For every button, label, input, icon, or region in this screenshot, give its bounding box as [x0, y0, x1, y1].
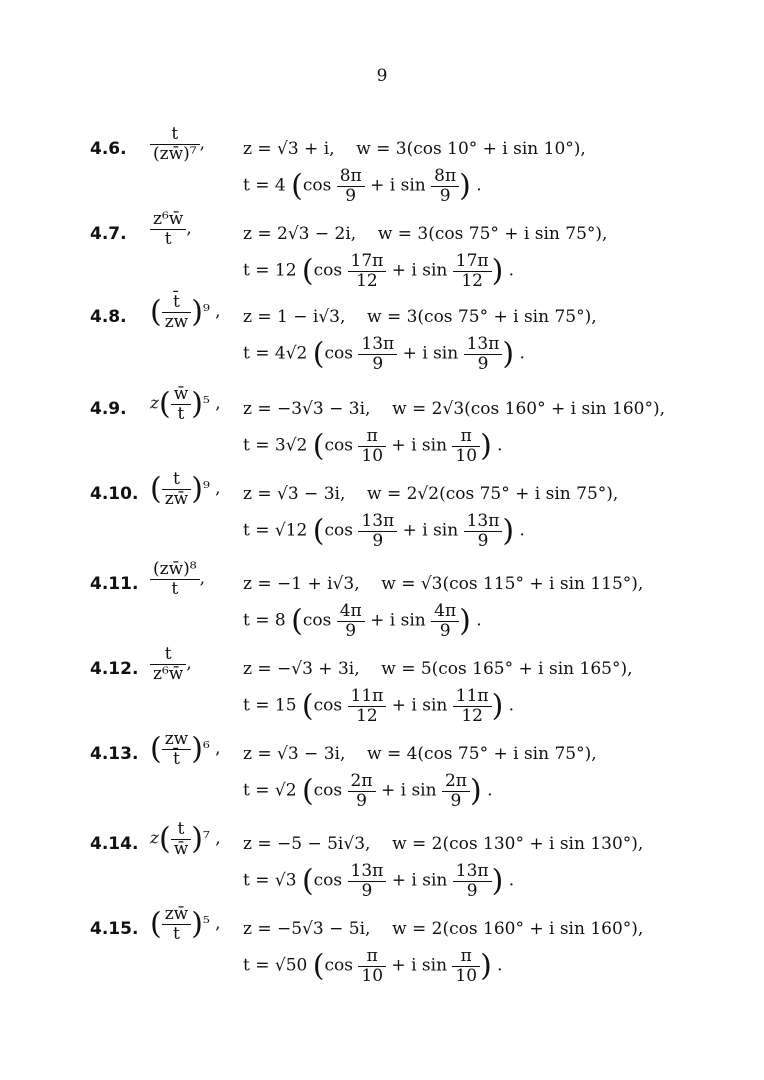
- t-left-paren: (: [301, 253, 314, 289]
- problem-number: 4.8.: [90, 307, 127, 327]
- t-value: [243, 687, 514, 725]
- problem-item: [0, 560, 764, 650]
- t-prefix: t = 8: [243, 610, 292, 631]
- t-prefix: t = 4: [243, 175, 292, 196]
- spacer: [360, 574, 382, 594]
- t-right-paren: ): [491, 863, 504, 899]
- problem-item: [0, 210, 764, 300]
- sin-label: + i sin: [397, 520, 464, 541]
- cos-label: cos: [324, 343, 359, 364]
- sin-fraction-numerator: 13π: [453, 862, 492, 882]
- spacer: [370, 834, 392, 854]
- sin-label: + i sin: [386, 260, 453, 281]
- sin-fraction: [464, 512, 503, 550]
- w-value: w = 3(cos 75° + i sin 75°),: [367, 307, 597, 327]
- expression-tail: ,: [199, 568, 205, 589]
- cos-fraction: [358, 335, 397, 373]
- sin-fraction-numerator: 13π: [464, 512, 503, 532]
- expression-fraction-denominator: t: [173, 923, 180, 944]
- sin-fraction-denominator: 10: [455, 965, 478, 986]
- problem-number: 4.13.: [90, 744, 139, 764]
- t-value: [243, 862, 514, 900]
- expression-tail: ,: [186, 653, 192, 674]
- zw-values: [243, 919, 643, 939]
- problem-expression: [150, 293, 221, 331]
- sin-label: + i sin: [364, 610, 432, 631]
- sin-fraction: [442, 772, 470, 810]
- sin-fraction-numerator: 2π: [442, 772, 470, 792]
- expression-tail: ⁵ ,: [202, 913, 221, 934]
- sin-label: + i sin: [386, 955, 453, 976]
- sin-fraction: [453, 862, 492, 900]
- t-left-paren: (: [301, 688, 314, 724]
- zw-values: [243, 834, 643, 854]
- expression-fraction: [150, 210, 186, 248]
- t-left-paren: (: [312, 948, 325, 984]
- expression-tail: ,: [199, 133, 205, 154]
- expression-tail: ⁹ ,: [202, 478, 221, 499]
- sin-fraction-denominator: 9: [466, 880, 478, 901]
- expression-fraction-denominator: w̄: [173, 838, 189, 859]
- left-paren: (: [158, 821, 171, 857]
- expression-tail: ⁵ ,: [202, 393, 221, 414]
- cos-label: cos: [313, 260, 348, 281]
- left-paren: (: [150, 294, 162, 330]
- cos-label: cos: [324, 435, 359, 456]
- expression-fraction: [162, 905, 192, 943]
- sin-fraction: [453, 252, 492, 290]
- sin-fraction-denominator: 9: [477, 353, 489, 374]
- w-value: w = 3(cos 75° + i sin 75°),: [377, 224, 608, 244]
- expression-fraction: [171, 385, 192, 423]
- sin-fraction-denominator: 9: [450, 790, 462, 811]
- t-value: [243, 512, 525, 550]
- problem-expression: [150, 385, 221, 423]
- expression-tail: ⁹ ,: [202, 301, 221, 322]
- problem-item: [0, 125, 764, 215]
- t-value: [243, 602, 482, 640]
- sin-fraction-denominator: 9: [439, 620, 451, 641]
- expression-tail: ⁶ ,: [202, 738, 221, 759]
- cos-fraction-numerator: 13π: [358, 335, 397, 355]
- sin-fraction-numerator: 4π: [431, 602, 459, 622]
- t-right-paren: ): [480, 948, 492, 984]
- t-left-paren: (: [312, 428, 325, 464]
- w-value: w = 2√3(cos 160° + i sin 160°),: [392, 399, 665, 419]
- cos-fraction-denominator: 9: [345, 620, 357, 641]
- sin-fraction-denominator: 12: [461, 705, 483, 726]
- right-paren: ): [191, 471, 203, 507]
- w-value: w = 5(cos 165° + i sin 165°),: [381, 659, 633, 679]
- problem-expression: [150, 210, 192, 248]
- cos-fraction: [358, 947, 386, 985]
- cos-label: cos: [313, 695, 348, 716]
- left-paren: (: [150, 471, 162, 507]
- t-right-paren: ): [502, 513, 515, 549]
- expression-fraction-numerator: t: [150, 125, 200, 145]
- spacer: [370, 399, 392, 419]
- problem-number: 4.14.: [90, 834, 139, 854]
- t-end: .: [503, 260, 515, 281]
- sin-fraction-denominator: 9: [477, 530, 489, 551]
- zw-values: [243, 744, 597, 764]
- expression-fraction-numerator: z⁶w̄: [150, 210, 186, 230]
- problem-item: [0, 470, 764, 560]
- zw-values: [243, 484, 618, 504]
- cos-label: cos: [313, 870, 348, 891]
- expression-fraction-numerator: zw: [162, 730, 192, 750]
- w-value: w = 2(cos 160° + i sin 160°),: [392, 919, 644, 939]
- cos-fraction-numerator: π: [358, 947, 386, 967]
- sin-fraction-numerator: 13π: [464, 335, 503, 355]
- problem-number: 4.12.: [90, 659, 139, 679]
- sin-fraction-numerator: 11π: [453, 687, 492, 707]
- cos-fraction-denominator: 12: [356, 270, 378, 291]
- t-left-paren: (: [312, 336, 325, 372]
- t-prefix: t = √2: [243, 780, 302, 801]
- expression-fraction-numerator: w̄: [171, 385, 192, 405]
- t-end: .: [503, 695, 515, 716]
- expression-fraction-numerator: t: [171, 820, 192, 840]
- t-prefix: t = 3√2: [243, 435, 313, 456]
- problem-item: [0, 820, 764, 910]
- sin-fraction: [431, 602, 459, 640]
- z-value: z = √3 − 3i,: [243, 744, 346, 764]
- z-value: z = −1 + i√3,: [243, 574, 360, 594]
- sin-fraction: [431, 167, 459, 205]
- expression-fraction: [162, 730, 192, 768]
- t-end: .: [470, 610, 482, 631]
- w-value: w = 3(cos 10° + i sin 10°),: [356, 139, 586, 159]
- cos-fraction: [358, 427, 386, 465]
- t-prefix: t = 15: [243, 695, 302, 716]
- cos-fraction-denominator: 10: [361, 445, 384, 466]
- problem-expression: [150, 820, 221, 858]
- cos-fraction-denominator: 9: [356, 790, 367, 811]
- sin-fraction-numerator: π: [452, 427, 480, 447]
- expression-fraction-denominator: zw̄: [164, 488, 189, 509]
- left-paren: (: [158, 386, 171, 422]
- cos-fraction-denominator: 12: [356, 705, 378, 726]
- t-value: [243, 772, 492, 810]
- expression-fraction-denominator: t̄: [173, 748, 180, 769]
- z-value: z = −√3 + 3i,: [243, 659, 360, 679]
- expression-prefix: z: [150, 393, 159, 414]
- sin-fraction: [453, 687, 492, 725]
- cos-fraction-numerator: 17π: [348, 252, 387, 272]
- t-end: .: [481, 780, 493, 801]
- t-right-paren: ): [459, 603, 471, 639]
- cos-fraction-denominator: 9: [372, 353, 384, 374]
- t-end: .: [514, 343, 525, 364]
- sin-fraction-denominator: 10: [455, 445, 478, 466]
- problem-expression: [150, 905, 221, 943]
- t-left-paren: (: [291, 168, 303, 204]
- problem-item: [0, 385, 764, 475]
- t-left-paren: (: [301, 863, 314, 899]
- problem-number: 4.6.: [90, 139, 127, 159]
- sin-fraction: [452, 427, 480, 465]
- page-number: 9: [376, 66, 388, 86]
- right-paren: ): [191, 731, 203, 767]
- spacer: [356, 224, 378, 244]
- t-right-paren: ): [480, 428, 492, 464]
- cos-fraction: [348, 772, 376, 810]
- z-value: z = −5 − 5i√3,: [243, 834, 371, 854]
- t-end: .: [470, 175, 482, 196]
- problem-item: [0, 293, 764, 383]
- problem-number: 4.11.: [90, 574, 139, 594]
- cos-label: cos: [302, 610, 337, 631]
- expression-fraction-numerator: t: [162, 470, 192, 490]
- problem-expression: [150, 645, 192, 683]
- z-value: z = √3 − 3i,: [243, 484, 346, 504]
- cos-label: cos: [302, 175, 337, 196]
- sin-fraction-numerator: π: [452, 947, 480, 967]
- sin-label: + i sin: [386, 695, 453, 716]
- t-right-paren: ): [491, 688, 504, 724]
- cos-fraction-numerator: 11π: [348, 687, 387, 707]
- sin-label: + i sin: [386, 435, 453, 456]
- expression-fraction-numerator: (zw̄)⁸: [150, 560, 200, 580]
- cos-fraction-numerator: 2π: [348, 772, 376, 792]
- expression-fraction: [150, 125, 200, 163]
- zw-values: [243, 399, 665, 419]
- zw-values: [243, 307, 597, 327]
- expression-fraction-denominator: z⁶w̄: [153, 663, 184, 684]
- cos-fraction-denominator: 9: [372, 530, 384, 551]
- cos-fraction: [348, 252, 387, 290]
- problem-number: 4.15.: [90, 919, 139, 939]
- t-end: .: [514, 520, 525, 541]
- cos-fraction-numerator: 8π: [337, 167, 365, 187]
- problem-expression: [150, 730, 221, 768]
- cos-fraction-denominator: 10: [361, 965, 384, 986]
- expression-fraction-numerator: t̄: [162, 293, 192, 313]
- w-value: w = 2(cos 130° + i sin 130°),: [392, 834, 644, 854]
- expression-fraction-denominator: t: [177, 403, 185, 424]
- zw-values: [243, 224, 607, 244]
- t-end: .: [491, 955, 503, 976]
- sin-fraction: [452, 947, 480, 985]
- cos-fraction-denominator: 9: [361, 880, 373, 901]
- right-paren: ): [191, 294, 203, 330]
- cos-fraction: [348, 687, 387, 725]
- expression-prefix: z: [150, 828, 159, 849]
- t-value: [243, 252, 514, 290]
- right-paren: ): [191, 906, 203, 942]
- cos-fraction-denominator: 9: [345, 185, 357, 206]
- zw-values: [243, 659, 633, 679]
- expression-fraction-denominator: (zw̄)⁷: [153, 143, 197, 164]
- cos-fraction-numerator: 4π: [337, 602, 365, 622]
- expression-fraction: [162, 293, 192, 331]
- t-left-paren: (: [301, 773, 314, 809]
- problem-number: 4.10.: [90, 484, 139, 504]
- w-value: w = √3(cos 115° + i sin 115°),: [381, 574, 644, 594]
- right-paren: ): [191, 386, 203, 422]
- spacer: [345, 744, 367, 764]
- z-value: z = −3√3 − 3i,: [243, 399, 371, 419]
- t-value: [243, 167, 482, 205]
- t-prefix: t = √50: [243, 955, 313, 976]
- sin-label: + i sin: [364, 175, 432, 196]
- sin-fraction-numerator: 8π: [431, 167, 459, 187]
- t-right-paren: ): [459, 168, 471, 204]
- expression-fraction-numerator: t: [150, 645, 186, 665]
- sin-label: + i sin: [375, 780, 442, 801]
- problem-item: [0, 905, 764, 995]
- sin-fraction-denominator: 9: [439, 185, 451, 206]
- expression-fraction: [162, 470, 192, 508]
- t-prefix: t = 12: [243, 260, 302, 281]
- t-prefix: t = √3: [243, 870, 302, 891]
- problem-number: 4.7.: [90, 224, 127, 244]
- cos-fraction: [348, 862, 387, 900]
- z-value: z = 2√3 − 2i,: [243, 224, 357, 244]
- sin-fraction: [464, 335, 503, 373]
- z-value: z = −5√3 − 5i,: [243, 919, 371, 939]
- spacer: [335, 139, 357, 159]
- problem-expression: [150, 470, 221, 508]
- t-prefix: t = 4√2: [243, 343, 313, 364]
- left-paren: (: [150, 906, 162, 942]
- expression-fraction-denominator: t: [171, 578, 179, 599]
- sin-label: + i sin: [386, 870, 453, 891]
- cos-fraction-numerator: 13π: [358, 512, 397, 532]
- expression-fraction-numerator: zw̄: [162, 905, 192, 925]
- z-value: z = 1 − i√3,: [243, 307, 346, 327]
- zw-values: [243, 139, 586, 159]
- cos-fraction-numerator: 13π: [348, 862, 387, 882]
- spacer: [345, 484, 367, 504]
- sin-fraction-numerator: 17π: [453, 252, 492, 272]
- spacer: [360, 659, 382, 679]
- left-paren: (: [150, 731, 162, 767]
- expression-tail: ,: [186, 218, 192, 239]
- problem-item: [0, 730, 764, 820]
- sin-label: + i sin: [397, 343, 464, 364]
- problem-expression: [150, 125, 205, 163]
- expression-fraction: [150, 645, 186, 683]
- t-value: [243, 427, 503, 465]
- zw-values: [243, 574, 643, 594]
- t-value: [243, 947, 503, 985]
- cos-fraction: [337, 167, 365, 205]
- z-value: z = √3 + i,: [243, 139, 335, 159]
- cos-label: cos: [324, 520, 359, 541]
- cos-fraction-numerator: π: [358, 427, 386, 447]
- t-left-paren: (: [291, 603, 303, 639]
- spacer: [345, 307, 367, 327]
- t-left-paren: (: [312, 513, 325, 549]
- t-end: .: [503, 870, 515, 891]
- problem-expression: [150, 560, 205, 598]
- cos-fraction: [358, 512, 397, 550]
- t-prefix: t = √12: [243, 520, 313, 541]
- problem-number: 4.9.: [90, 399, 127, 419]
- w-value: w = 2√2(cos 75° + i sin 75°),: [367, 484, 619, 504]
- expression-fraction-denominator: t: [164, 228, 172, 249]
- expression-fraction: [171, 820, 192, 858]
- cos-label: cos: [313, 780, 348, 801]
- t-value: [243, 335, 525, 373]
- expression-fraction-denominator: zw: [164, 311, 189, 332]
- cos-label: cos: [324, 955, 359, 976]
- problem-item: [0, 645, 764, 735]
- right-paren: ): [191, 821, 203, 857]
- t-right-paren: ): [469, 773, 482, 809]
- w-value: w = 4(cos 75° + i sin 75°),: [367, 744, 597, 764]
- t-right-paren: ): [502, 336, 515, 372]
- sin-fraction-denominator: 12: [461, 270, 483, 291]
- cos-fraction: [337, 602, 365, 640]
- expression-tail: ⁷ ,: [202, 828, 221, 849]
- t-right-paren: ): [491, 253, 504, 289]
- spacer: [370, 919, 392, 939]
- expression-fraction: [150, 560, 200, 598]
- t-end: .: [491, 435, 503, 456]
